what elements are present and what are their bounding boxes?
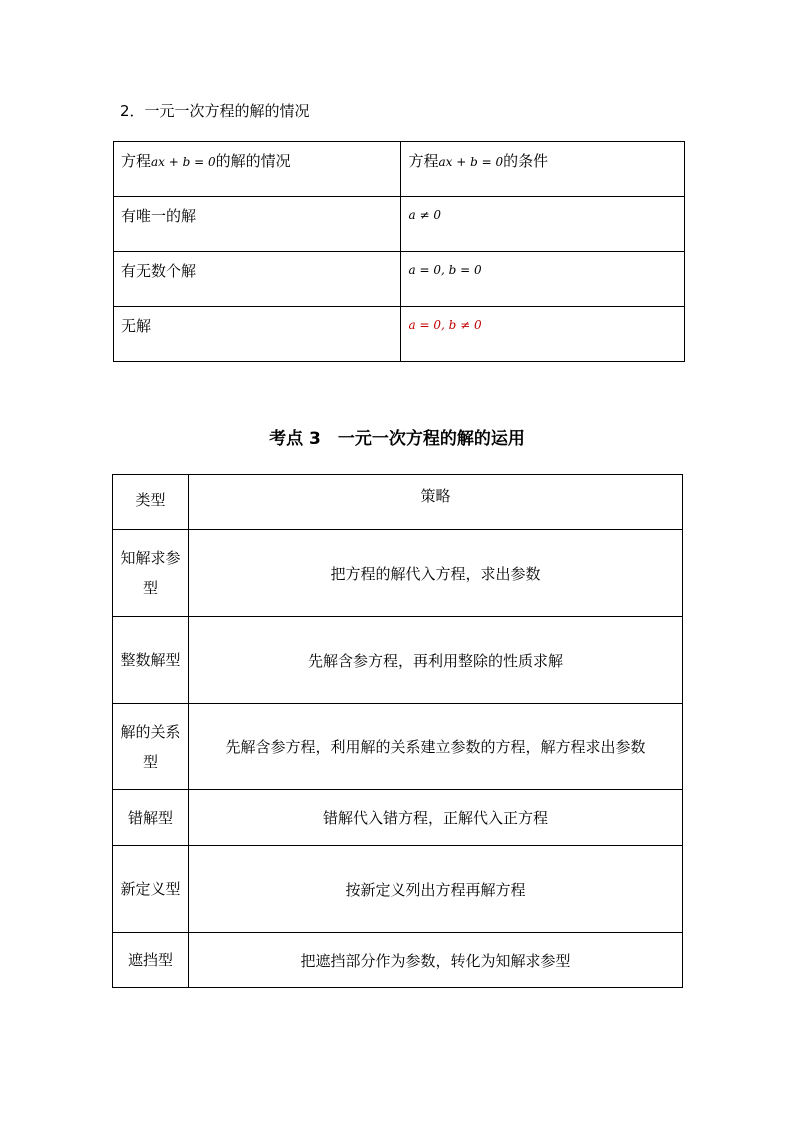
strategy-cell: 把遮挡部分作为参数，转化为知解求参型: [188, 933, 682, 988]
table-row: [113, 790, 683, 846]
table-header-row: [114, 142, 685, 197]
application-strategy-table: [112, 474, 683, 988]
condition-math-highlighted: a = 0, b ≠ 0: [408, 318, 482, 332]
section-title: 2．一元一次方程的解的情况: [120, 102, 310, 120]
type-cell: 新定义型: [113, 846, 189, 933]
equation-math: ax + b = 0: [151, 155, 216, 169]
header-cell-conditions: [401, 142, 685, 197]
condition-cell: [401, 197, 685, 252]
type-cell: 解的关系型: [113, 704, 189, 790]
table-row: [113, 704, 683, 790]
table-row: [114, 197, 685, 252]
strategy-cell: 按新定义列出方程再解方程: [188, 846, 682, 933]
strategy-cell: 先解含参方程，再利用整除的性质求解: [188, 617, 682, 704]
type-cell: 整数解型: [113, 617, 189, 704]
strategy-cell: 先解含参方程，利用解的关系建立参数的方程，解方程求出参数: [188, 704, 682, 790]
case-cell: 有无数个解: [114, 252, 401, 307]
table-row: [113, 617, 683, 704]
table-row: [114, 307, 685, 362]
condition-math: a = 0, b = 0: [408, 263, 482, 277]
equation-math: ax + b = 0: [438, 155, 504, 169]
header-cell-strategy: 策略: [188, 475, 682, 530]
strategy-cell: 错解代入错方程，正解代入正方程: [188, 790, 682, 846]
strategy-cell: 把方程的解代入方程，求出参数: [188, 530, 682, 617]
header-text: 方程: [121, 152, 152, 170]
case-cell: 有唯一的解: [114, 197, 401, 252]
type-cell: 知解求参型: [113, 530, 189, 617]
table-row: [114, 252, 685, 307]
table-row: [113, 846, 683, 933]
header-cell-type: 类型: [113, 475, 189, 530]
header-text: 的解的情况: [215, 152, 291, 170]
case-cell: 无解: [114, 307, 401, 362]
condition-cell: [401, 307, 685, 362]
header-text: 的条件: [503, 152, 549, 170]
type-cell: 错解型: [113, 790, 189, 846]
solution-cases-table: [113, 141, 685, 362]
condition-math: a ≠ 0: [408, 208, 441, 222]
header-text: 方程: [408, 152, 439, 170]
condition-cell: [401, 252, 685, 307]
section-heading: 考点 3 一元一次方程的解的运用: [269, 429, 525, 449]
table-row: [113, 530, 683, 617]
table-row: [113, 933, 683, 988]
table-header-row: [113, 475, 683, 530]
header-cell-cases: [114, 142, 401, 197]
type-cell: 遮挡型: [113, 933, 189, 988]
